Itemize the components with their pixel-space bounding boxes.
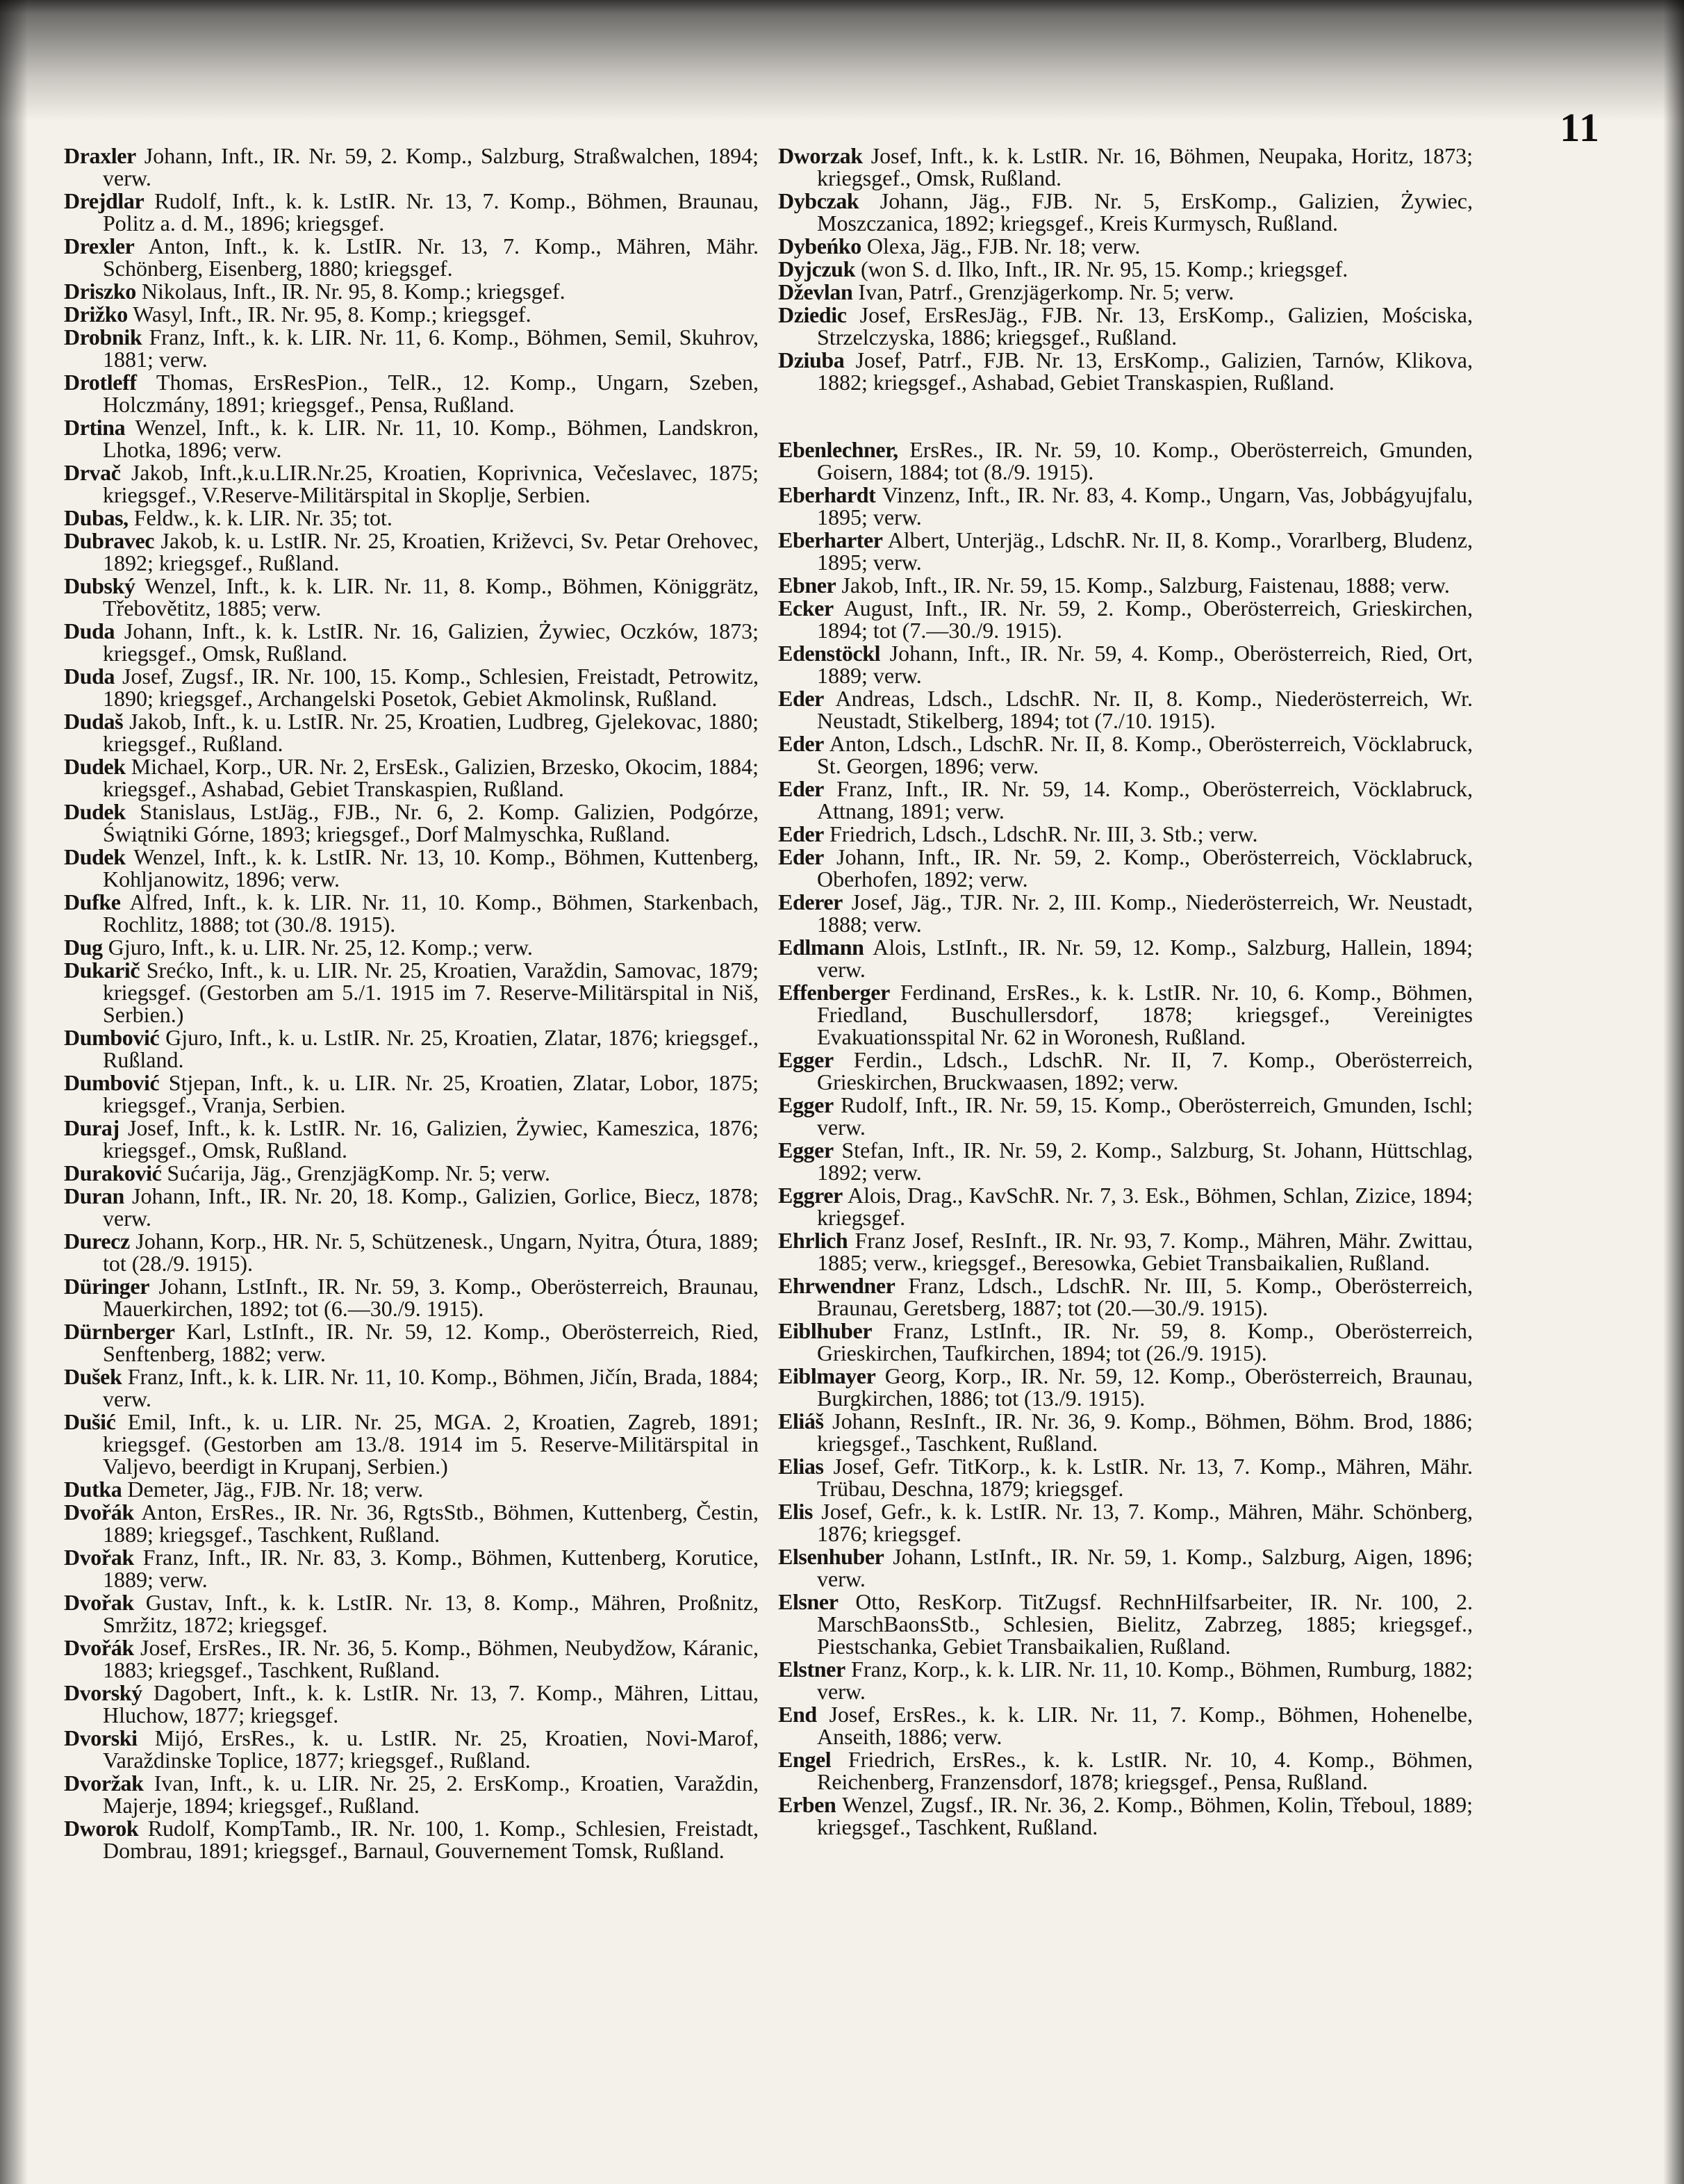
entry-details: Jakob, k. u. LstIR. Nr. 25, Kroatien, Križevci, Sv. Petar Orehovec, 1892; kriegsgef., Rußland.: [103, 528, 759, 575]
entry-details: Albert, Unterjäg., LdschR. Nr. II, 8. Komp., Vorarlberg, Bludenz, 1895; verw.: [817, 527, 1474, 575]
entry-surname: End: [778, 1702, 817, 1727]
entry-details: Josef, ErsResJäg., FJB. Nr. 13, ErsKomp., Galizien, Mościska, Strzelczyska, 1886; kriegsgef., Rußland.: [817, 302, 1473, 350]
entry-surname: Egger: [778, 1138, 834, 1163]
entry-surname: Dvořak: [64, 1545, 134, 1570]
entry-surname: Dubský: [64, 573, 135, 598]
entry-details: Jakob, Inft., k. u. LstIR. Nr. 25, Kroatien, Ludbreg, Gjelekovac, 1880; kriegsgef., Rußland.: [103, 709, 759, 756]
register-entry: [778, 1365, 1473, 1409]
entry-details: Ferdin., Ldsch., LdschR. Nr. II, 7. Komp., Oberösterreich, Grieskirchen, Bruckwaasen, 1892; verw.: [817, 1047, 1473, 1094]
entry-details: Emil, Inft., k. u. LIR. Nr. 25, MGA. 2, Kroatien, Zagreb, 1891; kriegsgef. (Gestorben am 13./8. 1914 im 5. Reserve-Militärspital in Valjevo, beerdigt in Krupanj, Serbien.): [103, 1409, 759, 1479]
entry-details: Josef, ErsRes., k. k. LIR. Nr. 11, 7. Komp., Böhmen, Hohenelbe, Anseith, 1886; verw.: [817, 1702, 1474, 1749]
entry-details: ErsRes., IR. Nr. 59, 10. Komp., Oberösterreich, Gmunden, Goisern, 1884; tot (8./9. 1915).: [817, 437, 1474, 484]
entry-surname: Dürnberger: [64, 1319, 175, 1344]
entry-details: Alfred, Inft., k. k. LIR. Nr. 11, 10. Komp., Böhmen, Starkenbach, Rochlitz, 1888; tot (30./8. 1915).: [103, 889, 759, 937]
entry-surname: Egger: [778, 1092, 834, 1117]
entry-details: Josef, Jäg., TJR. Nr. 2, III. Komp., Niederösterreich, Wr. Neustadt, 1888; verw.: [817, 889, 1474, 937]
entry-surname: Elsner: [778, 1589, 839, 1614]
entry-surname: Eder: [778, 776, 824, 801]
register-entry: [64, 665, 759, 709]
register-entry: [778, 1703, 1473, 1748]
entry-surname: Dževlan: [778, 279, 853, 304]
register-entry: [64, 1072, 759, 1116]
entry-details: Franz, Inft., IR. Nr. 83, 3. Komp., Böhmen, Kuttenberg, Korutice, 1889; verw.: [103, 1545, 759, 1592]
entry-surname: Draxler: [64, 143, 136, 168]
entry-surname: Drtina: [64, 415, 126, 440]
entry-details: Friedrich, ErsRes., k. k. LstIR. Nr. 10, 4. Komp., Böhmen, Reichenberg, Franzensdorf, 1878; kriegsgef., Pensa, Rußland.: [817, 1747, 1474, 1794]
register-entry: [778, 574, 1473, 596]
entry-surname: Dworok: [64, 1816, 139, 1841]
entry-surname: Dziedic: [778, 302, 847, 327]
register-entry: [778, 1184, 1473, 1229]
entry-details: Johann, Inft., k. k. LstIR. Nr. 16, Galizien, Żywiec, Oczków, 1873; kriegsgef., Omsk, Rußland.: [103, 618, 759, 666]
entry-surname: Drotleff: [64, 370, 137, 395]
register-entry: [778, 1545, 1473, 1590]
entry-details: Johann, ResInft., IR. Nr. 36, 9. Komp., Böhmen, Böhm. Brod, 1886; kriegsgef., Taschkent, Rußland.: [817, 1409, 1474, 1456]
left-column: [64, 145, 759, 1862]
entry-surname: Dutka: [64, 1477, 122, 1502]
register-entry: [64, 710, 759, 755]
entry-details: Alois, Drag., KavSchR. Nr. 7, 3. Esk., Böhmen, Schlan, Zizice, 1894; kriegsgef.: [817, 1183, 1474, 1230]
entry-details: Wenzel, Inft., k. k. LstIR. Nr. 13, 10. Komp., Böhmen, Kuttenberg, Kohljanowitz, 1896; verw.: [103, 844, 759, 892]
entry-details: Johann, Korp., HR. Nr. 5, Schützenesk., Ungarn, Nyitra, Ótura, 1889; tot (28./9. 1915).: [103, 1229, 759, 1276]
entry-surname: Eberhardt: [778, 482, 876, 507]
register-entry: [778, 732, 1473, 777]
register-entry: [778, 190, 1473, 234]
entry-surname: Dworzak: [778, 143, 863, 168]
register-entry: [64, 371, 759, 416]
register-entry: [778, 258, 1473, 280]
entry-details: Wenzel, Zugsf., IR. Nr. 36, 2. Komp., Böhmen, Kolin, Třeboul, 1889; kriegsgef., Taschkent, Rußland.: [817, 1792, 1474, 1839]
register-entry: [64, 1636, 759, 1681]
entry-details: Johann, Jäg., FJB. Nr. 5, ErsKomp., Galizien, Żywiec, Moszczanica, 1892; kriegsgef., Kreis Kurmysch, Rußland.: [817, 188, 1474, 236]
entry-surname: Dvořák: [64, 1500, 134, 1525]
register-entry: [778, 1229, 1473, 1274]
entry-surname: Dvorski: [64, 1725, 138, 1750]
section-break: [778, 394, 1473, 438]
register-entry: [64, 507, 759, 529]
register-entry: [64, 1230, 759, 1274]
entry-surname: Drexler: [64, 233, 135, 258]
register-entry: [778, 778, 1473, 822]
entry-surname: Dubas,: [64, 505, 129, 530]
entry-surname: Duraj: [64, 1115, 119, 1140]
entry-surname: Dudek: [64, 799, 126, 824]
entry-surname: Dumbović: [64, 1070, 160, 1095]
register-entry: [778, 1658, 1473, 1702]
entry-details: Georg, Korp., IR. Nr. 59, 12. Komp., Oberösterreich, Braunau, Burgkirchen, 1886; tot (13./9. 1915).: [817, 1363, 1474, 1411]
register-entry: [64, 303, 759, 325]
entry-details: Franz, Inft., k. k. LIR. Nr. 11, 6. Komp., Böhmen, Semil, Skuhrov, 1881; verw.: [103, 325, 759, 372]
entry-surname: Egger: [778, 1047, 834, 1072]
entry-surname: Eberharter: [778, 527, 883, 552]
entry-surname: Ederer: [778, 889, 843, 914]
register-entry: [64, 1478, 759, 1500]
entry-surname: Dumbović: [64, 1025, 160, 1050]
entry-surname: Drobnik: [64, 325, 142, 350]
register-entry: [64, 1727, 759, 1771]
register-entry: [778, 823, 1473, 845]
entry-details: Franz, Korp., k. k. LIR. Nr. 11, 10. Komp., Böhmen, Rumburg, 1882; verw.: [817, 1657, 1474, 1704]
entry-details: Jakob, Inft., IR. Nr. 59, 15. Komp., Salzburg, Faistenau, 1888; verw.: [841, 573, 1450, 598]
register-entry: [64, 1501, 759, 1545]
entry-details: Johann, Inft., IR. Nr. 59, 2. Komp., Salzburg, Straßwalchen, 1894; verw.: [103, 143, 759, 190]
register-entry: [778, 145, 1473, 189]
entry-details: Ivan, Patrf., Grenzjägerkomp. Nr. 5; verw.: [858, 279, 1235, 304]
entry-surname: Dyjczuk: [778, 256, 855, 281]
register-entry: [778, 1793, 1473, 1838]
entry-surname: Dvořak: [64, 1590, 134, 1615]
register-entry: [64, 891, 759, 935]
entry-details: Rudolf, Inft., IR. Nr. 59, 15. Komp., Oberösterreich, Gmunden, Ischl; verw.: [817, 1092, 1473, 1140]
entry-details: Rudolf, Inft., k. k. LstIR. Nr. 13, 7. Komp., Böhmen, Braunau, Politz a. d. M., 1896; kriegsgef.: [103, 188, 759, 236]
entry-details: August, Inft., IR. Nr. 59, 2. Komp., Oberösterreich, Grieskirchen, 1894; tot (7.—30./9. 1915).: [817, 596, 1474, 643]
entry-details: Demeter, Jäg., FJB. Nr. 18; verw.: [127, 1477, 424, 1502]
register-entry: [64, 1185, 759, 1229]
entry-surname: Eliáš: [778, 1409, 824, 1434]
entry-details: Gjuro, Inft., k. u. LIR. Nr. 25, 12. Komp.; verw.: [108, 935, 533, 960]
register-entry: [778, 846, 1473, 890]
entry-surname: Ecker: [778, 596, 834, 621]
entry-details: Wenzel, Inft., k. k. LIR. Nr. 11, 8. Komp., Böhmen, Königgrätz, Třebovětitz, 1885; verw.: [103, 573, 759, 621]
register-entry: [64, 145, 759, 189]
entry-surname: Effenberger: [778, 980, 890, 1005]
register-entry: [778, 1094, 1473, 1138]
entry-surname: Dziuba: [778, 347, 845, 372]
entry-details: Josef, Gefr., k. k. LstIR. Nr. 13, 7. Komp., Mähren, Mähr. Schönberg, 1876; kriegsgef.: [817, 1499, 1474, 1546]
register-entry: [64, 1275, 759, 1320]
right-column-e-entries: [778, 438, 1473, 1838]
entry-details: Johann, LstInft., IR. Nr. 59, 1. Komp., Salzburg, Aigen, 1896; verw.: [817, 1544, 1474, 1591]
entry-details: Friedrich, Ldsch., LdschR. Nr. III, 3. Stb.; verw.: [829, 821, 1258, 846]
entry-surname: Elstner: [778, 1657, 845, 1682]
entry-details: Anton, Ldsch., LdschR. Nr. II, 8. Komp., Oberösterreich, Vöcklabruck, St. Georgen, 1896; verw.: [817, 731, 1474, 778]
register-entry: [64, 1546, 759, 1591]
entry-details: Johann, Inft., IR. Nr. 20, 18. Komp., Galizien, Gorlice, Biecz, 1878; verw.: [103, 1183, 759, 1231]
entry-details: Otto, ResKorp. TitZugsf. RechnHilfsarbeiter, IR. Nr. 100, 2. MarschBaonsStb., Schlesien, Bielitz, Zabrzeg, 1885; kriegsgef., Piestschanka, Gebiet Transbaikalien, Rußland.: [817, 1589, 1474, 1659]
register-entry: [64, 529, 759, 574]
register-entry: [778, 1500, 1473, 1545]
entry-details: Stjepan, Inft., k. u. LIR. Nr. 25, Kroatien, Zlatar, Lobor, 1875; kriegsgef., Vranja, Serbien.: [103, 1070, 759, 1117]
register-entry: [778, 281, 1473, 303]
entry-details: Jakob, Inft.,k.u.LIR.Nr.25, Kroatien, Koprivnica, Večeslavec, 1875; kriegsgef., V.Reserve-Militärspital in Skoplje, Serbien.: [103, 460, 759, 507]
entry-surname: Duraković: [64, 1160, 162, 1185]
entry-details: Vinzenz, Inft., IR. Nr. 83, 4. Komp., Ungarn, Vas, Jobbágyujfalu, 1895; verw.: [817, 482, 1474, 529]
entry-surname: Dybeńko: [778, 233, 861, 258]
register-entry: [64, 800, 759, 845]
register-entry: [64, 461, 759, 506]
entry-surname: Ebenlechner,: [778, 437, 898, 462]
right-column-d-entries: [778, 145, 1473, 393]
register-entry: [64, 575, 759, 619]
entry-surname: Eggrer: [778, 1183, 843, 1208]
register-entry: [64, 1117, 759, 1161]
register-entry: [778, 484, 1473, 528]
entry-details: Karl, LstInft., IR. Nr. 59, 12. Komp., Oberösterreich, Ried, Senftenberg, 1882; verw.: [103, 1319, 759, 1366]
entry-details: Wenzel, Inft., k. k. LIR. Nr. 11, 10. Komp., Böhmen, Landskron, Lhotka, 1896; verw.: [103, 415, 759, 462]
register-entry: [64, 959, 759, 1026]
register-entry: [64, 280, 759, 302]
register-entry: [64, 235, 759, 279]
page-number: 11: [1560, 105, 1601, 150]
entry-surname: Eder: [778, 686, 824, 711]
entry-details: Franz, LstInft., IR. Nr. 59, 8. Komp., Oberösterreich, Grieskirchen, Taufkirchen, 1894; tot (26./9. 1915).: [817, 1318, 1474, 1365]
entry-details: Franz Josef, ResInft., IR. Nr. 93, 7. Komp., Mähren, Mähr. Zwittau, 1885; verw., kriegsgef., Beresowka, Gebiet Transbaikalien, Rußland.: [817, 1228, 1474, 1275]
entry-surname: Eiblmayer: [778, 1363, 876, 1388]
entry-details: Nikolaus, Inft., IR. Nr. 95, 8. Komp.; kriegsgef.: [141, 279, 566, 304]
register-entry: [778, 349, 1473, 393]
entry-surname: Eder: [778, 821, 824, 846]
register-entry: [778, 891, 1473, 935]
register-entry: [64, 326, 759, 370]
entry-details: Srećko, Inft., k. u. LIR. Nr. 25, Kroatien, Varaždin, Samovac, 1879; kriegsgef. (Gestorben am 5./1. 1915 im 7. Reserve-Militärspital in Niš, Serbien.): [103, 958, 759, 1027]
entry-surname: Dudek: [64, 754, 126, 779]
entry-details: Dagobert, Inft., k. k. LstIR. Nr. 13, 7. Komp., Mähren, Littau, Hluchow, 1877; kriegsgef.: [103, 1680, 759, 1727]
entry-details: Johann, LstInft., IR. Nr. 59, 3. Komp., Oberösterreich, Braunau, Mauerkirchen, 1892; tot (6.—30./9. 1915).: [103, 1274, 759, 1321]
entry-surname: Edlmann: [778, 935, 864, 960]
register-entry: [64, 1026, 759, 1071]
register-entry: [64, 620, 759, 664]
register-entry: [64, 190, 759, 234]
entry-details: Franz, Inft., IR. Nr. 59, 14. Komp., Oberösterreich, Vöcklabruck, Attnang, 1891; verw.: [817, 776, 1474, 823]
register-entry: [64, 846, 759, 890]
register-entry: [778, 597, 1473, 641]
entry-surname: Dukarič: [64, 958, 140, 983]
entry-details: Josef, Patrf., FJB. Nr. 13, ErsKomp., Galizien, Tarnów, Klikova, 1882; kriegsgef., Ashabad, Gebiet Transkaspien, Rußland.: [817, 347, 1474, 395]
register-entry: [778, 1455, 1473, 1500]
entry-surname: Dufke: [64, 889, 121, 914]
entry-surname: Ehrwendner: [778, 1273, 895, 1298]
entry-details: Sućarija, Jäg., GrenzjägKomp. Nr. 5; verw.: [167, 1160, 550, 1185]
register-entry: [64, 936, 759, 958]
register-entry: [778, 981, 1473, 1048]
register-entry: [64, 1682, 759, 1726]
entry-surname: Duda: [64, 664, 115, 689]
entry-details: Josef, Inft., k. k. LstIR. Nr. 16, Böhmen, Neupaka, Horitz, 1873; kriegsgef., Omsk, Rußland.: [817, 143, 1474, 190]
entry-details: Franz, Inft., k. k. LIR. Nr. 11, 10. Komp., Böhmen, Jičín, Brada, 1884; verw.: [103, 1364, 759, 1411]
entry-surname: Dušić: [64, 1409, 116, 1434]
entry-surname: Durecz: [64, 1229, 130, 1254]
entry-details: Stanislaus, LstJäg., FJB., Nr. 6, 2. Komp. Galizien, Podgórze, Świątniki Górne, 1893; kriegsgef., Dorf Malmyschka, Rußland.: [103, 799, 759, 846]
entry-surname: Dybczak: [778, 188, 859, 213]
entry-details: Ivan, Inft., k. u. LIR. Nr. 25, 2. ErsKomp., Kroatien, Varaždin, Majerje, 1894; kriegsgef., Rußland.: [103, 1771, 759, 1818]
entry-details: Josef, Gefr. TitKorp., k. k. LstIR. Nr. 13, 7. Komp., Mähren, Mähr. Trübau, Deschna, 1879; kriegsgef.: [817, 1454, 1474, 1501]
entry-details: Anton, ErsRes., IR. Nr. 36, RgtsStb., Böhmen, Kuttenberg, Čestin, 1889; kriegsgef., Taschkent, Rußland.: [103, 1500, 759, 1547]
register-entry: [778, 235, 1473, 257]
entry-details: Josef, Zugsf., IR. Nr. 100, 15. Komp., Schlesien, Freistadt, Petrowitz, 1890; kriegsgef., Archangelski Posetok, Gebiet Akmolinsk, Rußland.: [103, 664, 759, 711]
entry-details: Feldw., k. k. LIR. Nr. 35; tot.: [133, 505, 393, 530]
register-entry: [64, 1591, 759, 1636]
register-entry: [778, 1591, 1473, 1657]
entry-surname: Dubravec: [64, 528, 155, 553]
entry-details: Johann, Inft., IR. Nr. 59, 4. Komp., Oberösterreich, Ried, Ort, 1889; verw.: [817, 641, 1474, 688]
entry-details: Thomas, ErsResPion., TelR., 12. Komp., Ungarn, Szeben, Holczmány, 1891; kriegsgef., Pensa, Rußland.: [103, 370, 759, 417]
entry-surname: Eder: [778, 844, 824, 869]
register-entry: [64, 1411, 759, 1477]
entry-surname: Ebner: [778, 573, 836, 598]
entry-surname: Dvorský: [64, 1680, 142, 1705]
entry-details: Mijó, ErsRes., k. u. LstIR. Nr. 25, Kroatien, Novi-Marof, Varaždinske Toplice, 1877; kriegsgef., Rußland.: [103, 1725, 759, 1773]
register-entry: [64, 1162, 759, 1184]
register-entry: [64, 1320, 759, 1365]
register-entry: [64, 416, 759, 461]
entry-details: Josef, Inft., k. k. LstIR. Nr. 16, Galizien, Żywiec, Kameszica, 1876; kriegsgef., Omsk, Rußland.: [103, 1115, 759, 1163]
register-entry: [778, 1049, 1473, 1093]
entry-surname: Eiblhuber: [778, 1318, 873, 1343]
entry-details: Wasyl, Inft., IR. Nr. 95, 8. Komp.; kriegsgef.: [133, 302, 531, 327]
entry-surname: Ehrlich: [778, 1228, 848, 1253]
register-entry: [64, 1817, 759, 1862]
register-entry: [778, 642, 1473, 687]
entry-surname: Erben: [778, 1792, 836, 1817]
entry-surname: Driszko: [64, 279, 136, 304]
register-entry: [64, 1365, 759, 1410]
entry-details: Stefan, Inft., IR. Nr. 59, 2. Komp., Salzburg, St. Johann, Hüttschlag, 1892; verw.: [817, 1138, 1474, 1185]
entry-surname: Elias: [778, 1454, 824, 1479]
register-entry: [778, 1274, 1473, 1319]
entry-surname: Drejdlar: [64, 188, 145, 213]
entry-surname: Engel: [778, 1747, 832, 1772]
entry-details: Olexa, Jäg., FJB. Nr. 18; verw.: [866, 233, 1141, 258]
entry-surname: Eder: [778, 731, 824, 756]
entry-details: Ferdinand, ErsRes., k. k. LstIR. Nr. 10, 6. Komp., Böhmen, Friedland, Buschullersdorf, 1878; kriegsgef., Vereinigtes Evakuationsspital Nr. 62 in Woronesh, Rußland.: [817, 980, 1474, 1049]
entry-details: Gustav, Inft., k. k. LstIR. Nr. 13, 8. Komp., Mähren, Proßnitz, Smržitz, 1872; kriegsgef.: [103, 1590, 759, 1637]
entry-surname: Düringer: [64, 1274, 150, 1299]
entry-surname: Dudek: [64, 844, 126, 869]
entry-surname: Dvořák: [64, 1635, 134, 1660]
right-column: [778, 145, 1473, 1839]
entry-details: Rudolf, KompTamb., IR. Nr. 100, 1. Komp., Schlesien, Freistadt, Dombrau, 1891; kriegsgef., Barnaul, Gouvernement Tomsk, Rußland.: [103, 1816, 759, 1863]
register-entry: [778, 304, 1473, 348]
entry-surname: Drižko: [64, 302, 128, 327]
entry-surname: Duran: [64, 1183, 124, 1208]
entry-surname: Dvoržak: [64, 1771, 144, 1796]
register-entry: [778, 936, 1473, 980]
entry-details: (won S. d. Ilko, Inft., IR. Nr. 95, 15. Komp.; kriegsgef.: [860, 256, 1348, 281]
register-entry: [64, 1772, 759, 1816]
register-entry: [778, 1139, 1473, 1183]
entry-surname: Elis: [778, 1499, 813, 1524]
register-entry: [778, 438, 1473, 483]
entry-surname: Elsenhuber: [778, 1544, 884, 1569]
entry-surname: Drvač: [64, 460, 121, 485]
entry-surname: Dug: [64, 935, 103, 960]
entry-details: Josef, ErsRes., IR. Nr. 36, 5. Komp., Böhmen, Neubydžow, Káranic, 1883; kriegsgef., Taschkent, Rußland.: [103, 1635, 759, 1682]
entry-details: Gjuro, Inft., k. u. LstIR. Nr. 25, Kroatien, Zlatar, 1876; kriegsgef., Rußland.: [103, 1025, 759, 1072]
entry-surname: Duda: [64, 618, 115, 643]
register-entry: [778, 1410, 1473, 1454]
entry-details: Michael, Korp., UR. Nr. 2, ErsEsk., Galizien, Brzesko, Okocim, 1884; kriegsgef., Ashabad, Gebiet Transkaspien, Rußland.: [103, 754, 759, 801]
entry-details: Alois, LstInft., IR. Nr. 59, 12. Komp., Salzburg, Hallein, 1894; verw.: [817, 935, 1474, 982]
register-entry: [64, 755, 759, 800]
entry-details: Franz, Ldsch., LdschR. Nr. III, 5. Komp., Oberösterreich, Braunau, Geretsberg, 1887; tot (20.—30./9. 1915).: [817, 1273, 1474, 1320]
entry-details: Andreas, Ldsch., LdschR. Nr. II, 8. Komp., Niederösterreich, Wr. Neustadt, Stikelberg, 1894; tot (7./10. 1915).: [817, 686, 1474, 733]
entry-details: Johann, Inft., IR. Nr. 59, 2. Komp., Oberösterreich, Vöcklabruck, Oberhofen, 1892; verw.: [817, 844, 1474, 892]
entry-surname: Dudaš: [64, 709, 124, 734]
register-entry: [778, 1748, 1473, 1793]
entry-details: Anton, Inft., k. k. LstIR. Nr. 13, 7. Komp., Mähren, Mähr. Schönberg, Eisenberg, 1880; kriegsgef.: [103, 233, 759, 281]
register-entry: [778, 1320, 1473, 1364]
register-entry: [778, 529, 1473, 573]
register-entry: [778, 687, 1473, 732]
entry-surname: Edenstöckl: [778, 641, 881, 666]
entry-surname: Dušek: [64, 1364, 122, 1389]
